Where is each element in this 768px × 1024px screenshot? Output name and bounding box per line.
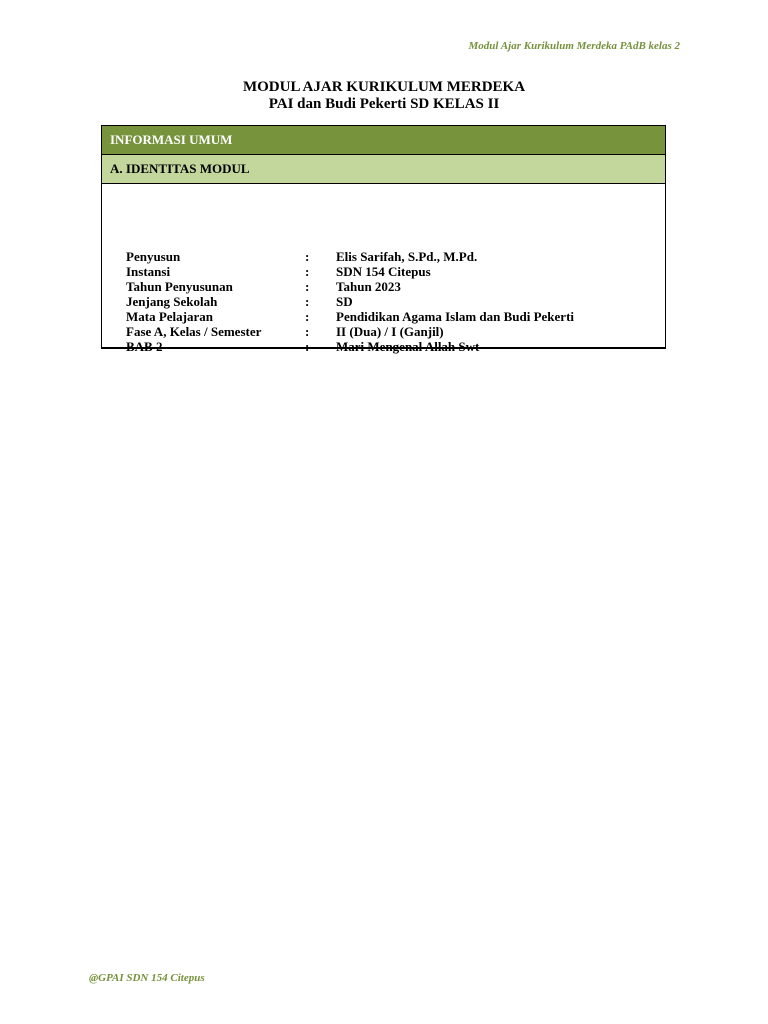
running-header: Modul Ajar Kurikulum Merdeka PAdB kelas 2 xyxy=(468,40,680,52)
identitas-colon: : xyxy=(305,339,310,354)
identitas-key: Instansi xyxy=(126,264,171,279)
document-title: MODUL AJAR KURIKULUM MERDEKA xyxy=(242,79,526,95)
identitas-value: Mari Mengenal Allah Swt xyxy=(336,339,480,354)
identitas-colon: : xyxy=(305,324,310,339)
identitas-key: Penyusun xyxy=(126,249,181,264)
identitas-key: Fase A, Kelas / Semester xyxy=(126,324,262,339)
identitas-block xyxy=(102,184,665,354)
identitas-value: Pendidikan Agama Islam dan Budi Pekerti xyxy=(336,309,575,324)
document-subtitle: PAI dan Budi Pekerti SD KELAS II xyxy=(268,96,500,112)
identitas-value: SDN 154 Citepus xyxy=(336,264,431,279)
section-informasi-umum: INFORMASI UMUM xyxy=(102,126,665,155)
page-footer: @GPAI SDN 154 Citepus xyxy=(89,972,205,984)
identitas-value: SD xyxy=(336,294,353,309)
identitas-colon: : xyxy=(305,279,310,294)
section-identitas-modul: A. IDENTITAS MODUL xyxy=(102,155,665,184)
identitas-value: II (Dua) / I (Ganjil) xyxy=(336,324,444,339)
identitas-key: Tahun Penyusunan xyxy=(126,279,233,294)
identitas-colon: : xyxy=(305,294,310,309)
identitas-key: Jenjang Sekolah xyxy=(126,294,218,309)
identitas-value: Elis Sarifah, S.Pd., M.Pd. xyxy=(336,249,478,264)
identitas-value: Tahun 2023 xyxy=(336,279,401,294)
identitas-colon: : xyxy=(305,249,310,264)
module-table xyxy=(101,125,666,354)
identitas-key: Mata Pelajaran xyxy=(126,309,214,324)
identitas-colon: : xyxy=(305,264,310,279)
identitas-colon: : xyxy=(305,309,310,324)
identitas-key: BAB 2 xyxy=(126,339,163,354)
